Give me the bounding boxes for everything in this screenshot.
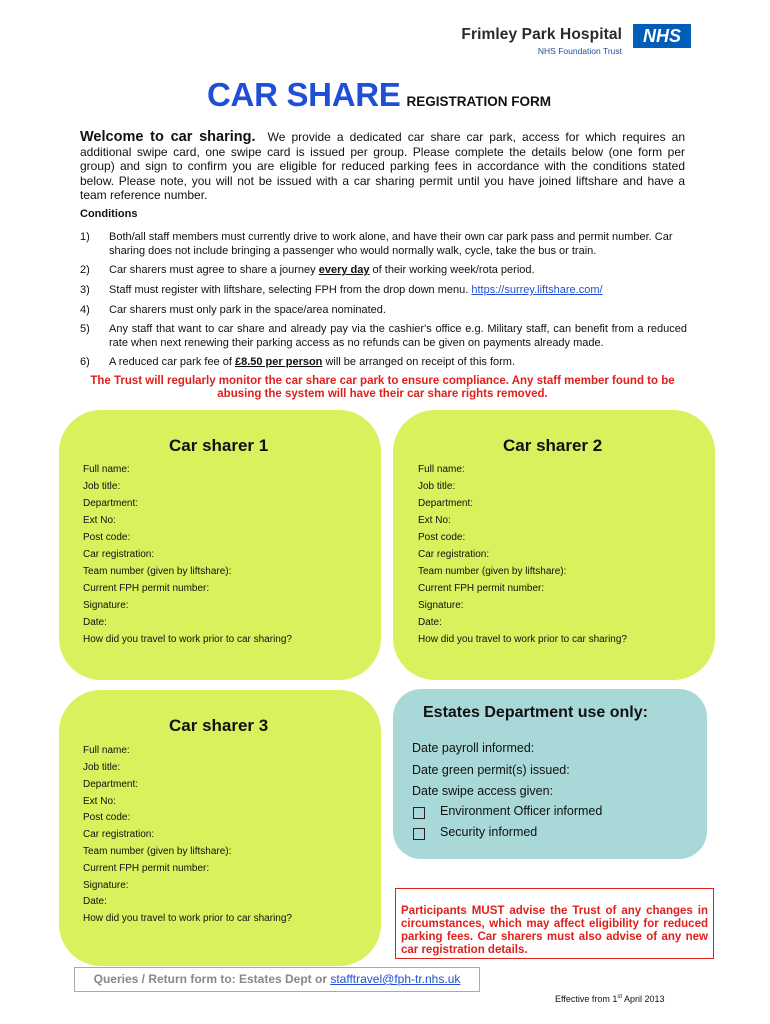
field-department[interactable]: Department:: [83, 779, 139, 790]
field-prior-travel[interactable]: How did you travel to work prior to car sharing?: [83, 634, 292, 645]
environment-officer-checkbox[interactable]: [413, 807, 425, 819]
field-post-code[interactable]: Post code:: [83, 532, 131, 543]
condition-text: Staff must register with liftshare, selecting FPH from the drop down menu. https://surrey.liftshare.com/: [109, 284, 603, 296]
emphasis: every day: [318, 264, 370, 276]
field-prior-travel[interactable]: How did you travel to work prior to car sharing?: [418, 634, 627, 645]
condition-number: 2): [80, 264, 90, 276]
estates-title: Estates Department use only:: [423, 704, 648, 721]
condition-number: 5): [80, 323, 90, 335]
effective-sup: st: [617, 994, 623, 1000]
intro-text: We provide a dedicated car share car park, access for which requires an additional swipe card, one swipe card is issued per group. Please complete the details below (one form per group) and sign to confirm you are eligible for reduced parking fees in accordance with the conditions stated below. Please note, you will not be issued with a car sharing permit until you have joined liftshare and have a team reference number.: [80, 130, 686, 202]
condition-text: Both/all staff members must currently drive to work alone, and have their own car park pass and permit number. Car sharing does not include bringing a passenger who would normally walk, cycle, take the bus or train.: [109, 231, 673, 257]
field-post-code[interactable]: Post code:: [83, 812, 131, 823]
field-signature[interactable]: Signature:: [83, 600, 129, 611]
condition-number: 4): [80, 304, 90, 316]
field-prior-travel[interactable]: How did you travel to work prior to car sharing?: [83, 913, 292, 924]
panel-title: Car sharer 1: [169, 436, 269, 455]
trust-name: NHS Foundation Trust: [537, 46, 622, 56]
field-permit-number[interactable]: Current FPH permit number:: [83, 583, 210, 594]
environment-officer-label: Environment Officer informed: [440, 804, 603, 818]
car-sharer-2-panel: [393, 410, 715, 680]
condition-text: A reduced car park fee of £8.50 per person will be arranged on receipt of this form.: [109, 356, 515, 368]
queries-text: Queries / Return form to: Estates Dept or: [93, 972, 331, 986]
condition-text: Car sharers must only park in the space/area nominated.: [109, 304, 386, 316]
field-date[interactable]: Date:: [83, 617, 107, 628]
emphasis: £8.50 per person: [234, 356, 323, 368]
liftshare-link[interactable]: https://surrey.liftshare.com/: [471, 284, 603, 296]
field-signature[interactable]: Signature:: [418, 600, 464, 611]
title-sub: REGISTRATION FORM: [406, 94, 551, 109]
effective-post: April 2013: [622, 994, 665, 1004]
field-job-title[interactable]: Job title:: [83, 762, 121, 773]
field-department[interactable]: Department:: [83, 498, 139, 509]
condition-number: 1): [80, 231, 90, 243]
queries-box: [74, 967, 480, 992]
panel-title: Car sharer 2: [503, 436, 603, 455]
field-full-name[interactable]: Full name:: [418, 464, 465, 475]
condition-text: Any staff that want to car share and already pay via the cashier's office e.g. Military staff, can benefit from a reduced rate when next renewing their parking access as no refunds can be given on payments already made.: [109, 323, 687, 349]
field-permit-number[interactable]: Current FPH permit number:: [83, 863, 210, 874]
hospital-logo-text: [461, 26, 622, 56]
condition-number: 3): [80, 284, 90, 296]
field-post-code[interactable]: Post code:: [418, 532, 466, 543]
date-green-permit-issued[interactable]: Date green permit(s) issued:: [412, 763, 570, 777]
date-swipe-access-given[interactable]: Date swipe access given:: [412, 784, 554, 798]
field-department[interactable]: Department:: [418, 498, 474, 509]
field-car-registration[interactable]: Car registration:: [418, 549, 490, 560]
condition-text: Car sharers must agree to share a journey every day of their working week/rota period.: [109, 264, 535, 276]
field-full-name[interactable]: Full name:: [83, 464, 130, 475]
date-payroll-informed[interactable]: Date payroll informed:: [412, 741, 535, 755]
car-sharer-1-panel: [59, 410, 381, 680]
estates-panel: [393, 689, 707, 859]
participant-notice: [395, 888, 714, 959]
hospital-name: Frimley Park Hospital: [461, 26, 622, 43]
car-sharer-3-panel: [59, 690, 381, 966]
field-team-number[interactable]: Team number (given by liftshare):: [418, 566, 567, 577]
panel-title: Car sharer 3: [169, 716, 269, 735]
field-ext-no[interactable]: Ext No:: [418, 515, 451, 526]
title-main: CAR SHARE: [207, 76, 401, 113]
conditions-heading: Conditions: [80, 208, 138, 220]
field-signature[interactable]: Signature:: [83, 880, 129, 891]
field-car-registration[interactable]: Car registration:: [83, 829, 155, 840]
security-informed-checkbox[interactable]: [413, 828, 425, 840]
field-team-number[interactable]: Team number (given by liftshare):: [83, 846, 232, 857]
field-ext-no[interactable]: Ext No:: [83, 796, 116, 807]
compliance-warning: The Trust will regularly monitor the car share car park to ensure compliance. Any staff member found to be abusing the system will have their car share rights removed.: [90, 375, 675, 400]
field-date[interactable]: Date:: [418, 617, 442, 628]
effective-pre: Effective from 1: [555, 994, 618, 1004]
field-full-name[interactable]: Full name:: [83, 745, 130, 756]
intro-paragraph: [80, 130, 685, 203]
field-job-title[interactable]: Job title:: [418, 481, 456, 492]
page-title: [207, 76, 551, 114]
effective-date: [555, 994, 665, 1004]
intro-lead: Welcome to car sharing.: [80, 129, 256, 145]
field-job-title[interactable]: Job title:: [83, 481, 121, 492]
field-permit-number[interactable]: Current FPH permit number:: [418, 583, 545, 594]
field-car-registration[interactable]: Car registration:: [83, 549, 155, 560]
field-ext-no[interactable]: Ext No:: [83, 515, 116, 526]
security-informed-label: Security informed: [440, 825, 538, 839]
condition-number: 6): [80, 356, 90, 368]
email-link[interactable]: stafftravel@fph-tr.nhs.uk: [330, 972, 461, 986]
nhs-logo: NHS: [633, 24, 691, 48]
notice-text: Participants MUST advise the Trust of any changes in circumstances, which may affect eligibility for reduced parking fees. Car sharers must also advise of any new car registration details.: [401, 905, 708, 956]
field-team-number[interactable]: Team number (given by liftshare):: [83, 566, 232, 577]
field-date[interactable]: Date:: [83, 896, 107, 907]
